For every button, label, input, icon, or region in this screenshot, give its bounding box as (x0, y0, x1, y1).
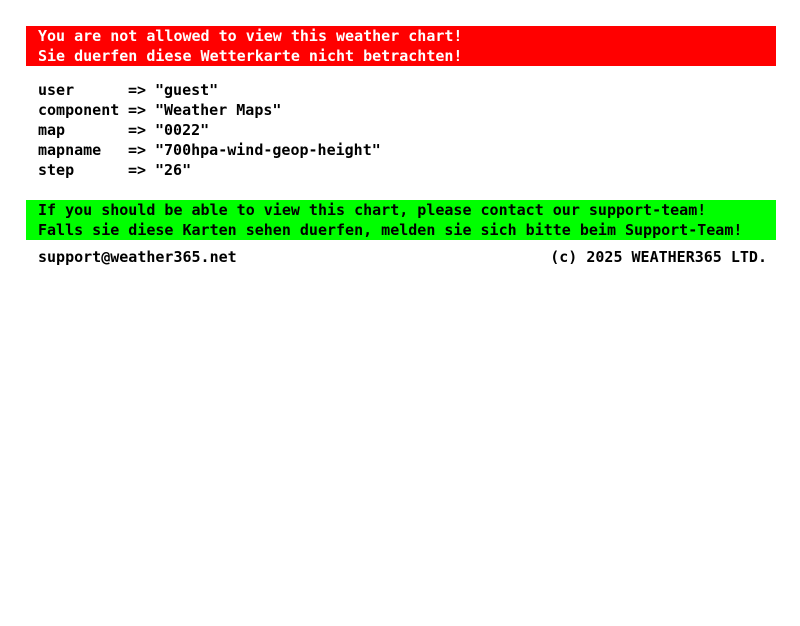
detail-row-component (38, 100, 800, 120)
detail-row-map (38, 120, 800, 140)
arrow-glyph: => (128, 141, 147, 159)
request-details (38, 80, 800, 180)
detail-row-user (38, 80, 800, 100)
detail-key: map (38, 121, 66, 139)
detail-key: component (38, 101, 120, 119)
arrow-glyph: => (128, 121, 147, 139)
arrow-glyph: => (128, 161, 147, 179)
support-line-german: Falls sie diese Karten sehen duerfen, melden sie sich bitte beim Support-Team! (38, 221, 743, 239)
detail-value: "Weather Maps" (155, 101, 282, 119)
error-line-english: You are not allowed to view this weather chart! (38, 27, 463, 45)
copyright-notice: (c) 2025 WEATHER365 LTD. (550, 248, 767, 266)
arrow-glyph: => (128, 101, 147, 119)
detail-key: step (38, 161, 75, 179)
detail-value: "0022" (155, 121, 210, 139)
detail-row-mapname (38, 140, 800, 160)
support-email: support@weather365.net (38, 248, 237, 266)
detail-value: "700hpa-wind-geop-height" (155, 141, 381, 159)
footer (26, 247, 776, 267)
detail-value: "guest" (155, 81, 219, 99)
error-line-german: Sie duerfen diese Wetterkarte nicht betrachten! (38, 47, 463, 65)
detail-key: mapname (38, 141, 102, 159)
support-banner (26, 200, 776, 240)
arrow-glyph: => (128, 81, 147, 99)
detail-key: user (38, 81, 75, 99)
support-line-english: If you should be able to view this chart, please contact our support-team! (38, 201, 707, 219)
detail-row-step (38, 160, 800, 180)
detail-value: "26" (155, 161, 192, 179)
error-banner (26, 26, 776, 66)
